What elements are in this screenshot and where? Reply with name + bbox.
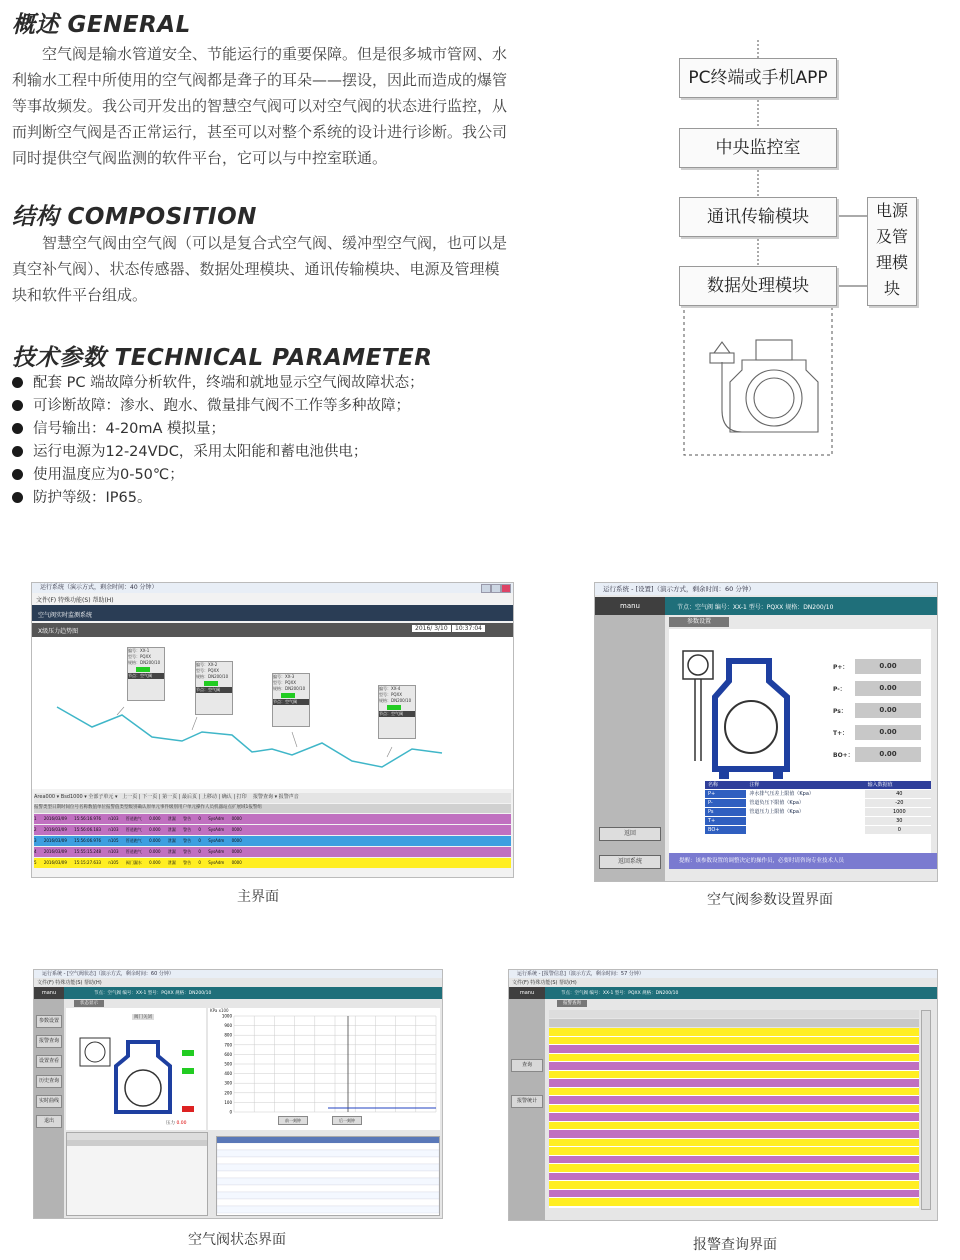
table-cell: 0 xyxy=(198,838,201,843)
alarm-query-header xyxy=(549,1019,919,1027)
toolbar-item[interactable]: 下一页 xyxy=(142,794,158,800)
status-led-icon xyxy=(281,693,295,698)
pressure-chart-svg xyxy=(208,1008,440,1130)
grid-row[interactable] xyxy=(217,1150,439,1157)
param-table-row[interactable] xyxy=(705,799,931,808)
column-header[interactable]: 报警类型 xyxy=(34,805,52,810)
param-table-cell xyxy=(746,817,864,825)
param-table-cell: 名称 xyxy=(708,782,719,788)
column-header[interactable]: 操作人员 xyxy=(196,805,214,810)
column-header[interactable]: 站点 xyxy=(223,805,232,810)
alarm-header: 节点：空气阀 编号：XX-1 型号：PQXX 规格：DN200/10 xyxy=(545,987,937,999)
table-cell: 0000 xyxy=(231,849,242,854)
table-cell: 15:15:27.633 xyxy=(74,860,102,865)
composition-title: 结构 COMPOSITION xyxy=(12,204,257,230)
power-line: 块 xyxy=(883,279,900,298)
pc-app-box: PC终端或手机APP xyxy=(679,58,837,98)
node-tag[interactable]: 编号：XX-4 型号：PQXX 规格：DN200/10 节点：空气阀 xyxy=(378,685,416,739)
grid-row[interactable] xyxy=(217,1199,439,1206)
toolbar-item[interactable]: 最后页 xyxy=(181,794,197,800)
grid-lines xyxy=(217,1143,439,1215)
column-header[interactable]: 机器 xyxy=(214,805,223,810)
column-header[interactable]: 位号 xyxy=(70,805,79,810)
status-caption: 空气阀状态界面 xyxy=(188,1232,286,1248)
status-data-grid xyxy=(216,1136,440,1216)
param-table xyxy=(705,781,931,835)
column-header[interactable]: 级别 xyxy=(128,805,138,810)
table-cell: n103 xyxy=(108,827,119,832)
table-row[interactable] xyxy=(549,1037,919,1045)
table-row[interactable] xyxy=(549,1156,919,1164)
back-system-button[interactable]: 返回系统 xyxy=(599,855,661,869)
data-module-box: 数据处理模块 xyxy=(679,266,837,306)
param-table-cell: 0 xyxy=(865,826,931,834)
table-cell: 0000 xyxy=(231,827,242,832)
table-cell: 警告 xyxy=(183,827,192,832)
readout-value: 0.00 xyxy=(855,747,921,762)
main-caption: 主界面 xyxy=(237,889,279,905)
column-header[interactable]: 数值 xyxy=(88,805,97,810)
alarm-table-header xyxy=(34,804,511,813)
table-cell: 管道跑气 xyxy=(125,849,142,854)
pressure-chart xyxy=(208,1008,440,1130)
table-cell: 15:55:15.248 xyxy=(74,849,102,854)
main-titlebar: 运行系统（演示方式，剩余时间：40 分钟） xyxy=(32,583,513,593)
table-cell: n105 xyxy=(108,860,119,865)
table-cell: 0 xyxy=(198,860,201,865)
params-caption: 空气阀参数设置界面 xyxy=(707,892,833,908)
alarm-table-body xyxy=(34,814,511,869)
toolbar-item[interactable]: Area000 xyxy=(34,794,56,800)
grid-row[interactable] xyxy=(217,1185,439,1192)
toolbar-item[interactable]: 确认 xyxy=(221,794,232,800)
grid-row[interactable] xyxy=(217,1171,439,1178)
table-cell: 阀门漏水 xyxy=(125,860,142,865)
y-tick-label: 400 xyxy=(224,1071,232,1077)
status-sidebar xyxy=(34,987,64,1218)
column-header[interactable]: 报警组 xyxy=(248,805,262,810)
table-row[interactable] xyxy=(549,1181,919,1189)
table-row[interactable] xyxy=(34,825,511,835)
power-line: 及管 xyxy=(875,227,908,246)
technical-item: 防护等级：IP65。 xyxy=(12,487,424,510)
param-table-cell: 30 xyxy=(865,817,931,825)
status-screen xyxy=(33,969,443,1219)
table-cell: 泄漏 xyxy=(167,827,176,832)
table-row[interactable] xyxy=(549,1198,919,1206)
param-table-cell: 40 xyxy=(865,790,931,798)
param-table-row[interactable] xyxy=(705,808,931,817)
column-header[interactable]: 事件级别 xyxy=(160,805,178,810)
nav-query[interactable]: 查询 xyxy=(511,1059,543,1072)
params-panel xyxy=(669,629,931,853)
table-cell: 泄漏 xyxy=(167,860,176,865)
status-led-icon xyxy=(136,667,150,672)
alarm-menubar[interactable]: 文件(F) 特殊功能(S) 帮助(H) xyxy=(512,980,577,986)
grid-row[interactable] xyxy=(217,1157,439,1164)
column-header[interactable]: 原单元 xyxy=(146,805,160,810)
table-row[interactable] xyxy=(34,858,511,868)
table-cell: 0.000 xyxy=(149,816,161,821)
table-cell: 4 xyxy=(34,849,37,854)
readout-label: Ps： xyxy=(833,708,847,715)
readout-value: 0.00 xyxy=(855,681,921,696)
power-module-box xyxy=(867,197,917,306)
table-row[interactable] xyxy=(549,1122,919,1130)
table-row[interactable] xyxy=(34,814,511,824)
bullet-icon xyxy=(12,423,23,434)
composition-line-2: 真空补气阀）、状态传感器、数据处理模块、通讯传输模块、电源及管理模 xyxy=(12,260,500,278)
general-title: 概述 GENERAL xyxy=(12,12,191,38)
node-tag[interactable]: 编号：XX-1 型号：PQXX 规格：DN200/10 节点：空气阀 xyxy=(127,647,165,701)
alarm-query-rows xyxy=(549,1028,919,1208)
status-header: 节点：空气阀 编号：XX-1 型号：PQXX 规格：DN200/10 xyxy=(64,987,442,999)
table-row[interactable] xyxy=(549,1164,919,1172)
readout-value: 0.00 xyxy=(855,725,921,740)
chart-header xyxy=(32,623,513,637)
table-cell: 0.000 xyxy=(149,827,161,832)
param-table-header xyxy=(705,781,931,790)
main-menubar[interactable]: 文件(F) 特殊功能(S) 帮助(H) xyxy=(36,597,114,604)
y-tick-label: 600 xyxy=(224,1051,232,1057)
toolbar-item[interactable]: Bsd1000 xyxy=(60,794,83,800)
status-led-icon xyxy=(387,705,401,710)
menu-label[interactable]: manu xyxy=(595,597,665,615)
grid-row[interactable] xyxy=(217,1143,439,1150)
table-cell: n103 xyxy=(108,849,119,854)
table-cell: 15:56:16.976 xyxy=(74,816,102,821)
nav-alarm-stats[interactable]: 报警统计 xyxy=(511,1095,543,1108)
param-table-cell: 管道负压下限值（Kpa） xyxy=(746,799,864,807)
status-nav-button[interactable]: 设置查看 xyxy=(36,1055,62,1068)
alarm-sidebar xyxy=(509,987,545,1220)
power-line: 理模 xyxy=(875,253,908,272)
table-row[interactable] xyxy=(549,1173,919,1181)
param-table-cell: T+ xyxy=(708,818,716,824)
y-tick-label: 200 xyxy=(224,1090,232,1096)
table-cell: n105 xyxy=(108,838,119,843)
param-readout xyxy=(833,659,923,675)
table-row[interactable] xyxy=(34,847,511,857)
status-nav-button[interactable]: 历史查询 xyxy=(36,1075,62,1088)
table-cell: 泄漏 xyxy=(167,838,176,843)
y-tick-label: 700 xyxy=(224,1042,232,1048)
table-cell: 警告 xyxy=(183,816,192,821)
table-cell: 0 xyxy=(198,816,201,821)
table-cell: 泄漏 xyxy=(167,849,176,854)
table-cell: 0.000 xyxy=(149,849,161,854)
y-tick-label: 300 xyxy=(224,1080,232,1086)
minimize-icon[interactable] xyxy=(481,584,491,593)
prev-quarter-button[interactable]: 前一刻钟 xyxy=(278,1116,308,1125)
bullet-icon xyxy=(12,492,23,503)
status-menubar[interactable]: 文件(F) 特殊功能(S) 帮助(H) xyxy=(37,980,102,986)
table-cell: 15:56:06.183 xyxy=(74,827,102,832)
date-field[interactable]: 2016/ 3/10 xyxy=(412,625,451,632)
params-sidebar xyxy=(595,597,665,881)
grid-row[interactable] xyxy=(217,1164,439,1171)
grid-row[interactable] xyxy=(217,1192,439,1199)
table-row[interactable] xyxy=(549,1105,919,1113)
readout-value: 0.00 xyxy=(855,703,921,718)
y-tick-label: 800 xyxy=(224,1032,232,1038)
status-alarm-toolbar[interactable] xyxy=(67,1133,207,1140)
grid-row[interactable] xyxy=(217,1206,439,1213)
table-cell: 2016/03/09 xyxy=(43,838,67,843)
alarm-toolbar[interactable]: Area000 ▾ Bsd1000 ▾ 全部子单元 ▾ 上一页 | 下一页 | 第一页 | 最后页 | 上移动 | 确认 | 打印 报警查询 ▾ 报警声音 xyxy=(34,793,511,803)
table-cell: 2016/03/09 xyxy=(43,816,67,821)
composition-paragraph xyxy=(12,230,544,308)
chart-title: X级压力趋势图 xyxy=(38,628,79,635)
table-cell: 0 xyxy=(198,849,201,854)
alarm-query-toolbar[interactable] xyxy=(549,1010,919,1018)
toolbar-item[interactable]: 第一页 xyxy=(162,794,178,800)
tab-alarm-query[interactable]: 报警查询 xyxy=(557,1000,587,1007)
param-table-cell: P+ xyxy=(708,791,716,797)
status-titlebar: 运行系统 - [空气阀状态]（演示方式，剩余时间：60 分钟） xyxy=(34,970,442,978)
pressure-label: 压力 0.00 xyxy=(166,1121,187,1126)
params-titlebar: 运行系统 - [设置]（演示方式，剩余时间：60 分钟） xyxy=(595,583,937,595)
table-cell: SysAdm xyxy=(208,827,225,832)
table-cell: 0000 xyxy=(231,816,242,821)
table-row[interactable] xyxy=(549,1028,919,1036)
params-screen xyxy=(594,582,938,882)
system-diagram xyxy=(652,40,948,460)
power-line: 电源 xyxy=(875,201,908,220)
table-cell: 泄漏 xyxy=(167,816,176,821)
tab-param-settings[interactable]: 参数设置 xyxy=(669,617,729,627)
next-quarter-button[interactable]: 后一刻钟 xyxy=(332,1116,362,1125)
table-row[interactable] xyxy=(549,1113,919,1121)
table-row[interactable] xyxy=(549,1088,919,1096)
table-row[interactable] xyxy=(549,1139,919,1147)
status-nav-button[interactable]: 实时曲线 xyxy=(36,1095,62,1108)
valve-status-icon xyxy=(66,1008,206,1130)
technical-item: 可诊断故障：渗水、跑水、微量排气阀不工作等多种故障； xyxy=(12,395,424,418)
column-header[interactable]: 报警值 xyxy=(106,805,120,810)
general-line-5: 同时提供空气阀监测的软件平台，它可以与中控室联通。 xyxy=(12,149,388,167)
technical-item: 使用温度应为0-50℃； xyxy=(12,464,424,487)
table-cell: SysAdm xyxy=(208,838,225,843)
bullet-icon xyxy=(12,446,23,457)
table-cell: 警告 xyxy=(183,860,192,865)
param-readout xyxy=(833,681,923,697)
param-readout xyxy=(833,747,923,763)
table-cell: 3 xyxy=(34,838,37,843)
toolbar-item[interactable]: 报警声音 xyxy=(278,794,299,800)
table-row[interactable] xyxy=(549,1045,919,1053)
composition-line-1: 智慧空气阀由空气阀（可以是复合式空气阀、缓冲型空气阀，也可以是 xyxy=(42,234,508,252)
table-cell: 管道跑气 xyxy=(125,838,142,843)
readout-label: P+： xyxy=(833,664,849,671)
time-field[interactable]: 10:37:04 xyxy=(452,625,485,632)
table-cell: n103 xyxy=(108,816,119,821)
table-row[interactable] xyxy=(549,1062,919,1070)
central-monitor-box: 中央监控室 xyxy=(679,128,837,168)
bullet-icon xyxy=(12,400,23,411)
y-tick-label: 1000 xyxy=(221,1013,232,1019)
column-header[interactable]: 日期 xyxy=(52,805,61,810)
maximize-icon[interactable] xyxy=(491,584,501,593)
notice-bar: 提醒：该参数设置的调整决定的操作员，必要时请咨询专业技术人员 xyxy=(669,853,938,869)
param-table-row[interactable] xyxy=(705,817,931,826)
y-axis-label: KPa x100 xyxy=(210,1008,229,1013)
param-readout xyxy=(833,725,923,741)
param-table-cell: 冲水排气压差上限值（Kpa） xyxy=(746,790,864,798)
y-tick-label: 0 xyxy=(229,1109,232,1115)
technical-list xyxy=(12,372,424,510)
status-alarm-list xyxy=(66,1132,208,1216)
table-cell: 2016/03/09 xyxy=(43,860,67,865)
valve-cutaway-icon xyxy=(679,641,819,781)
general-line-1: 空气阀是输水管道安全、节能运行的重要保障。但是很多城市管网、水 xyxy=(42,45,508,63)
toolbar-item[interactable]: 全部子单元 xyxy=(88,794,114,800)
general-line-2: 利输水工程中所使用的空气阀都是聋子的耳朵——摆设，因此而造成的爆管 xyxy=(12,71,508,89)
back-button[interactable]: 返回 xyxy=(599,827,661,841)
composition-line-3: 块和软件平台组成。 xyxy=(12,286,148,304)
param-table-cell: Ps xyxy=(708,809,714,815)
param-table-cell: 1000 xyxy=(865,808,931,816)
param-table-cell: BO+ xyxy=(708,827,720,833)
y-tick-label: 900 xyxy=(224,1023,232,1029)
table-cell: 1 xyxy=(34,816,37,821)
table-cell: SysAdm xyxy=(208,860,225,865)
table-row[interactable] xyxy=(34,836,511,846)
close-icon[interactable] xyxy=(501,584,511,593)
column-header[interactable]: 用户单元 xyxy=(178,805,196,810)
status-nav-button[interactable]: 参数设置 xyxy=(36,1015,62,1028)
valve-state-label: 阀门关闭 xyxy=(134,1015,152,1020)
node-tag[interactable]: 编号：XX-2 型号：PQXX 规格：DN200/10 节点：空气阀 xyxy=(195,661,233,715)
table-row[interactable] xyxy=(549,1190,919,1198)
table-cell: SysAdm xyxy=(208,816,225,821)
alarm-screen xyxy=(508,969,938,1221)
node-tag[interactable]: 编号：XX-3 型号：PQXX 规格：DN200/10 节点：空气阀 xyxy=(272,673,310,727)
table-cell: 2016/03/09 xyxy=(43,827,67,832)
table-cell: 管道跑气 xyxy=(125,816,142,821)
table-cell: 2 xyxy=(34,827,37,832)
alarm-caption: 报警查询界面 xyxy=(693,1237,777,1253)
readout-label: BO+： xyxy=(833,752,854,759)
table-row[interactable] xyxy=(549,1147,919,1155)
table-row[interactable] xyxy=(549,1079,919,1087)
table-cell: 2016/03/09 xyxy=(43,849,67,854)
technical-item: 运行电源为12-24VDC，采用太阳能和蓄电池供电； xyxy=(12,441,424,464)
table-cell: 警告 xyxy=(183,838,192,843)
table-row[interactable] xyxy=(549,1130,919,1138)
tab-status[interactable]: 状态显示 xyxy=(74,1000,104,1007)
technical-title: 技术参数 TECHNICAL PARAMETER xyxy=(12,345,433,371)
param-table-cell: 管道压力上限值（Kpa） xyxy=(746,808,864,816)
status-valve-panel xyxy=(66,1008,206,1130)
toolbar-item[interactable]: 打印 xyxy=(236,794,247,800)
general-paragraph xyxy=(12,41,544,171)
param-table-cell: P- xyxy=(708,800,713,806)
menu-label[interactable]: manu xyxy=(509,987,545,999)
status-alarm-header xyxy=(67,1140,207,1146)
table-cell: 管道跑气 xyxy=(125,827,142,832)
main-subtitle: 空气阀实时监测系统 xyxy=(38,612,93,619)
readout-label: T+： xyxy=(833,730,849,737)
status-led-icon xyxy=(204,681,218,686)
param-table-cell: 注释 xyxy=(749,782,760,788)
param-table-row[interactable] xyxy=(705,790,931,799)
alarm-titlebar: 运行系统 - [报警信息]（演示方式，剩余时间：57 分钟） xyxy=(509,970,937,978)
general-line-4: 而判断空气阀是否正常运行，甚至可以对整个系统的设计进行诊断。我公司 xyxy=(12,123,508,141)
comm-module-box: 通讯传输模块 xyxy=(679,197,837,237)
column-header[interactable]: 时间 xyxy=(61,805,70,810)
readout-label: P-： xyxy=(833,686,846,693)
main-banner xyxy=(32,605,513,621)
table-row[interactable] xyxy=(549,1071,919,1079)
param-table-row[interactable] xyxy=(705,826,931,835)
column-header[interactable]: 类型 xyxy=(119,805,129,810)
readout-value: 0.00 xyxy=(855,659,921,674)
table-cell: 0.000 xyxy=(149,838,161,843)
bullet-icon xyxy=(12,377,23,388)
technical-item: 配套 PC 端故障分析软件，终端和就地显示空气阀故障状态； xyxy=(12,372,424,395)
param-table-cell: 输入数据值 xyxy=(867,782,893,788)
column-header[interactable]: 单位 xyxy=(97,805,106,810)
menu-label[interactable]: manu xyxy=(34,987,64,999)
readout-list xyxy=(833,659,923,769)
table-row[interactable] xyxy=(549,1096,919,1104)
column-header[interactable]: 扩展域1 xyxy=(232,805,249,810)
table-cell: 0.000 xyxy=(149,860,161,865)
status-nav-button[interactable]: 报警查询 xyxy=(36,1035,62,1048)
status-nav-button[interactable]: 退出 xyxy=(36,1115,62,1128)
param-table-cell xyxy=(746,826,864,834)
toolbar-item[interactable]: 报警查询 xyxy=(253,794,274,800)
trend-area xyxy=(32,637,513,789)
table-cell: SysAdm xyxy=(208,849,225,854)
table-cell: 警告 xyxy=(183,849,192,854)
y-tick-label: 500 xyxy=(224,1061,232,1067)
toolbar-item[interactable]: 上移动 xyxy=(201,794,217,800)
alarm-scrollbar[interactable] xyxy=(921,1010,931,1210)
general-line-3: 等事故频发。我公司开发出的智慧空气阀可以对空气阀的状态进行监控，从 xyxy=(12,97,508,115)
table-cell: 15:56:06.976 xyxy=(74,838,102,843)
params-header: 节点：空气阀 编号：XX-1 型号：PQXX 规格：DN200/10 xyxy=(665,597,937,615)
grid-row[interactable] xyxy=(217,1178,439,1185)
param-readout xyxy=(833,703,923,719)
table-cell: 5 xyxy=(34,860,37,865)
table-cell: 0000 xyxy=(231,838,242,843)
table-cell: 0000 xyxy=(231,860,242,865)
column-header[interactable]: 确认 xyxy=(137,805,147,810)
main-screen xyxy=(31,582,514,878)
technical-item: 信号输出：4-20mA 模拟量； xyxy=(12,418,424,441)
table-cell: 0 xyxy=(198,827,201,832)
param-table-cell: -20 xyxy=(865,799,931,807)
column-header[interactable]: 名称 xyxy=(79,805,88,810)
bullet-icon xyxy=(12,469,23,480)
toolbar-item[interactable]: 上一页 xyxy=(122,794,138,800)
table-row[interactable] xyxy=(549,1054,919,1062)
y-tick-label: 100 xyxy=(224,1099,232,1105)
